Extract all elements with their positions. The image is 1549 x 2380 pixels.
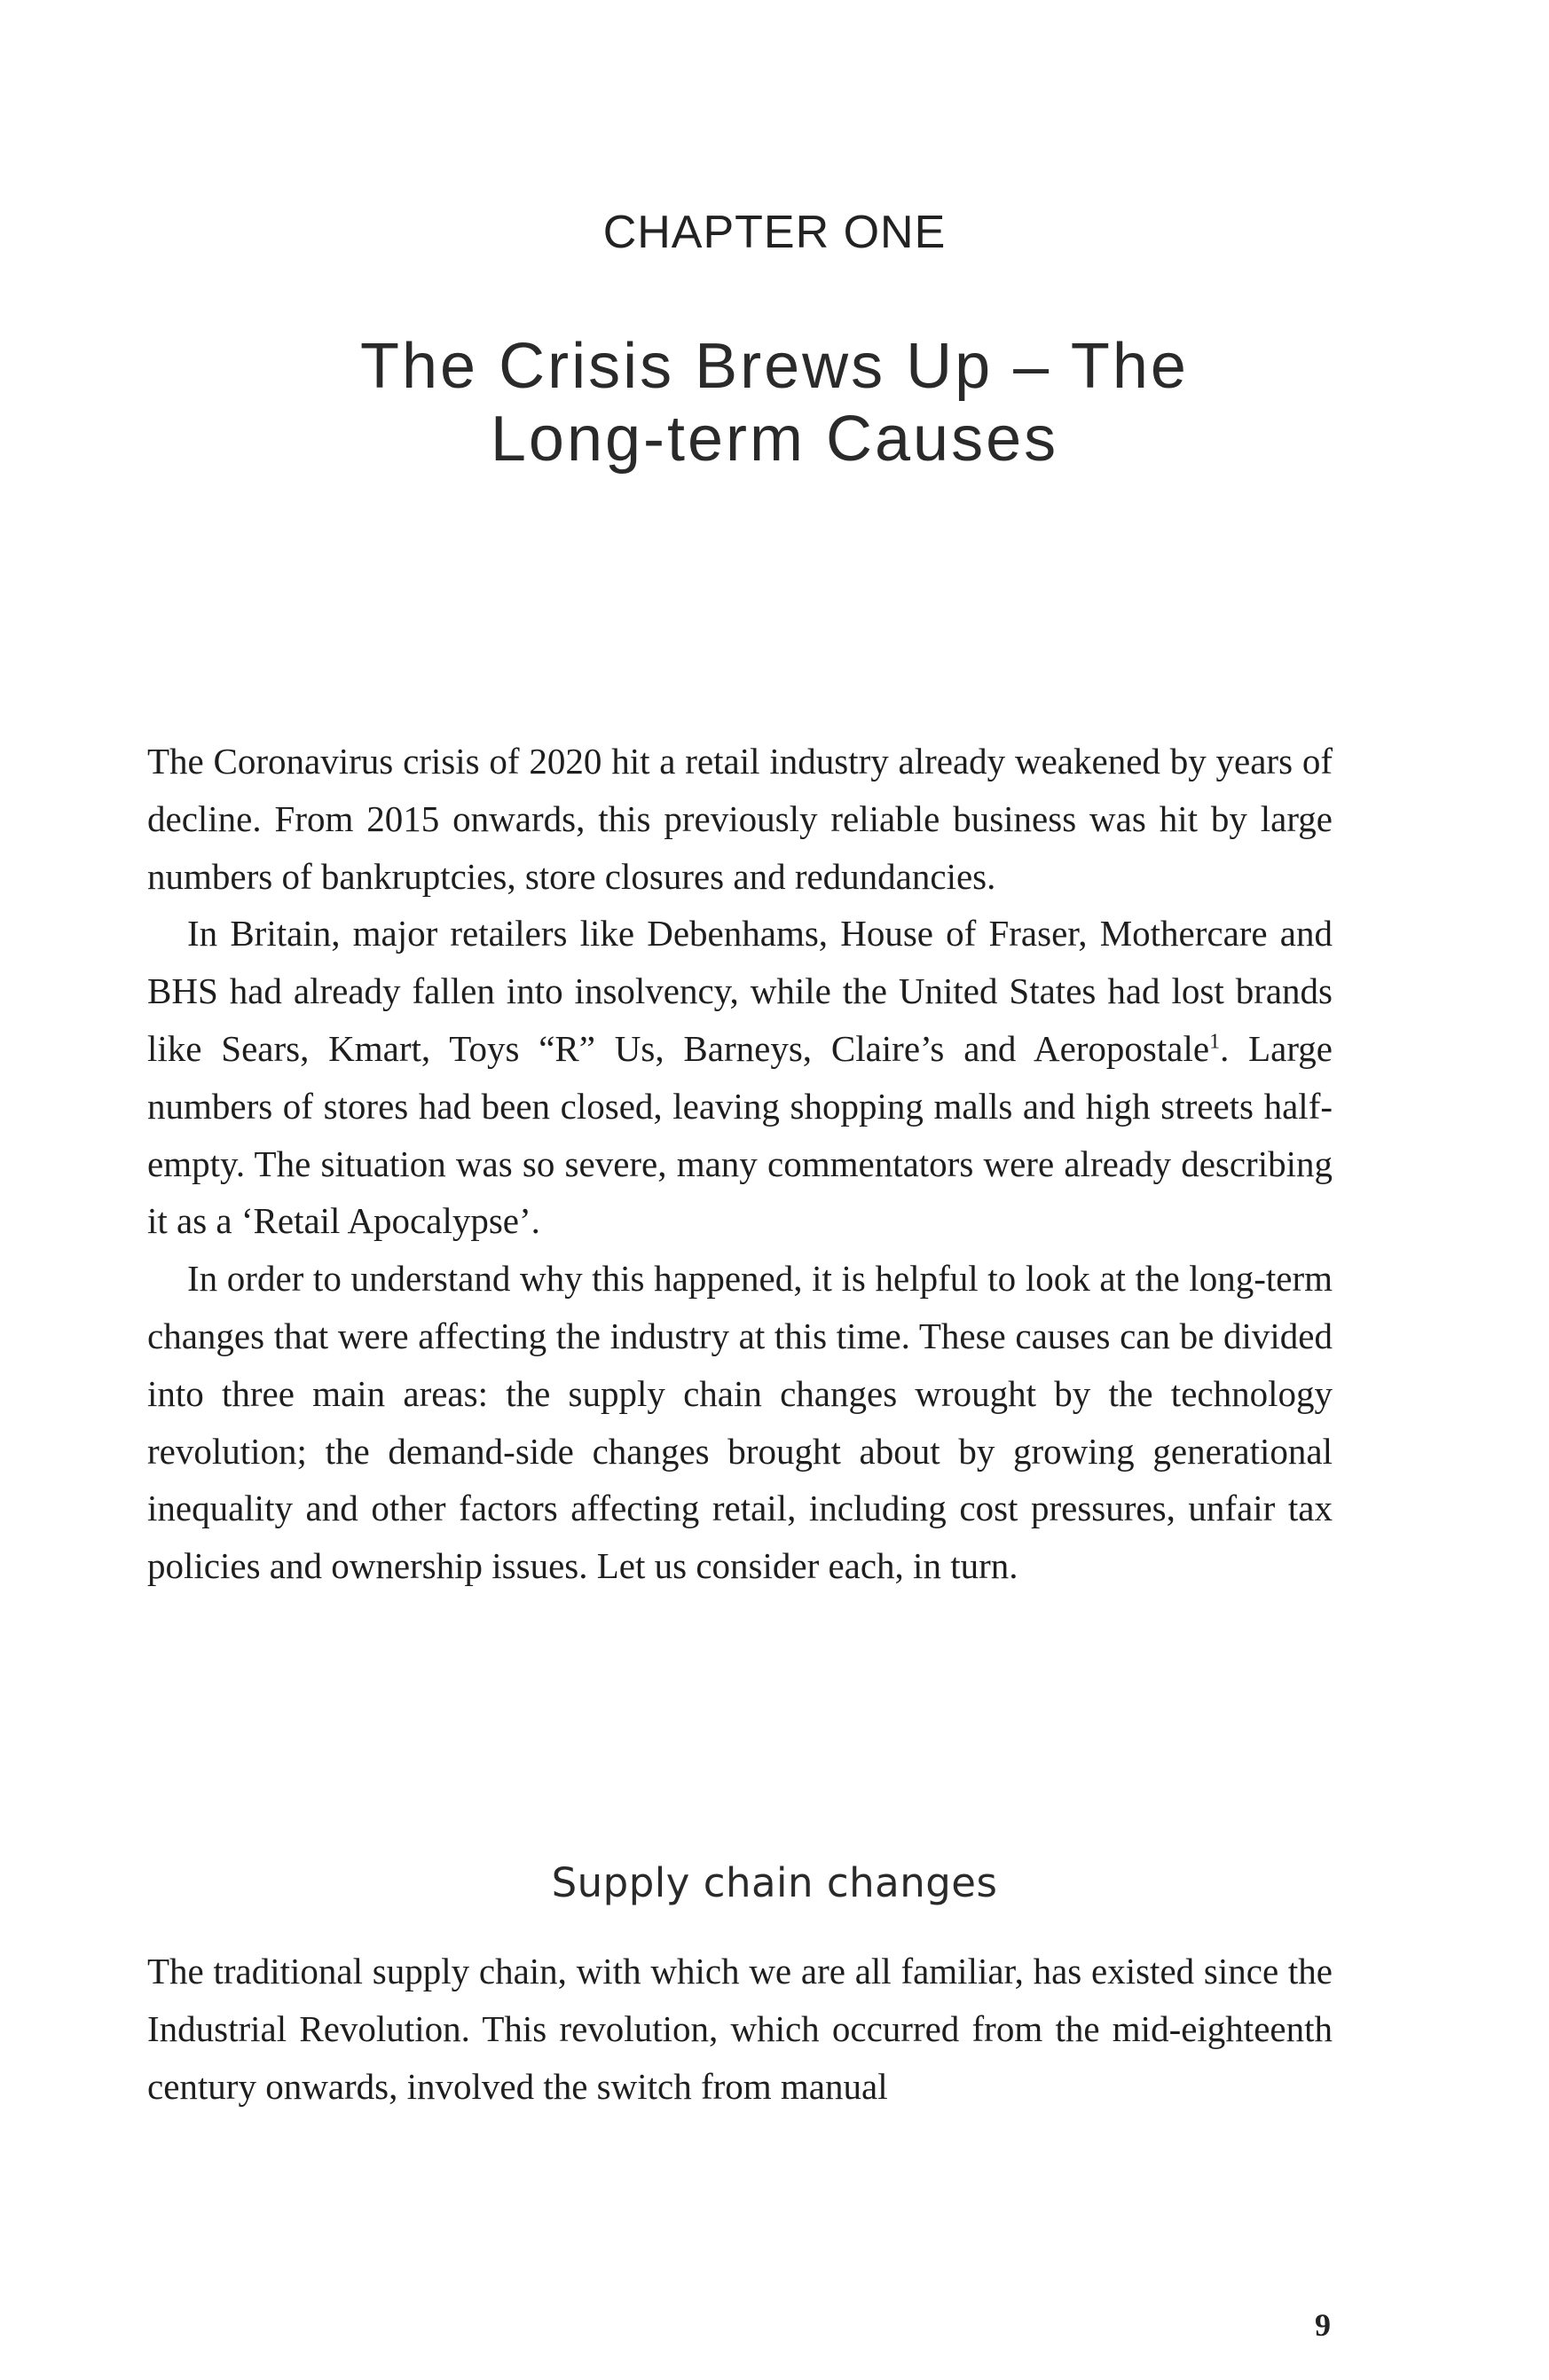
intro-paragraph-1: The Coronavirus crisis of 2020 hit a retail industry already weakened by years of decline. From 2015 onwards, this previously reliable business was hit by large numbers of bankruptcies, store closures and redundancies. — [147, 741, 1333, 897]
section-heading: Supply chain changes — [551, 1859, 998, 1906]
intro-paragraph-2-text: In Britain, major retailers like Debenhams, House of Fraser, Mothercare and BHS had already fallen into insolvency, while the United States had lost brands like Sears, Kmart, Toys “R” Us, Barneys, Claire’s and Aeropostale — [147, 913, 1333, 1069]
chapter-title-line-2: Long-term Causes — [490, 404, 1059, 475]
intro-paragraph-2-text-continued: . Large numbers of stores had been closed, leaving shopping malls and high streets half-empty. The situation was so severe, many commentators were already describing it as a ‘Retail Apocalypse’. — [147, 1027, 1333, 1242]
section-text — [147, 1943, 1333, 2115]
intro-text — [147, 733, 1333, 1595]
footnote-marker: 1 — [1209, 1030, 1221, 1054]
chapter-title-line-1: The Crisis Brews Up – The — [360, 331, 1189, 402]
section-paragraph-1: The traditional supply chain, with which we are all familiar, has existed since the Industrial Revolution. This revolution, which occurred from the mid-eighteenth century onwards, involved the switch from manual — [147, 1951, 1333, 2107]
chapter-label: CHAPTER ONE — [602, 207, 947, 258]
intro-paragraph-2 — [147, 905, 1333, 1250]
chapter-title — [0, 330, 1549, 475]
page-number: 9 — [1315, 2307, 1331, 2343]
intro-paragraph-3: In order to understand why this happened, it is helpful to look at the long-term changes that were affecting the industry at this time. These causes can be divided into three main areas: the supply chain changes wrought by the technology revolution; the demand-side changes brought about by growing generational inequality and other factors affecting retail, including cost pressures, unfair tax policies and ownership issues. Let us consider each, in turn. — [147, 1258, 1333, 1587]
